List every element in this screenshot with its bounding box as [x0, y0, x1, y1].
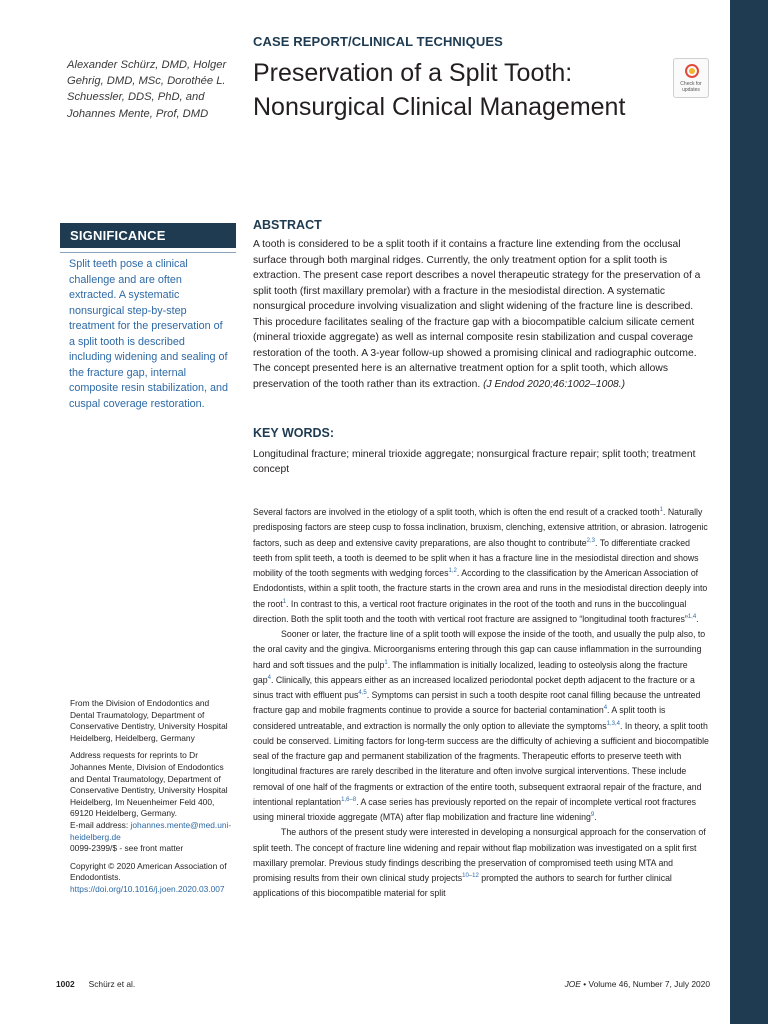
email-label: E-mail address: — [70, 819, 131, 830]
keywords-text: Longitudinal fracture; mineral trioxide aggregate; nonsurgical fracture repair; split tooth; treatment concept — [253, 449, 696, 476]
author-list: Alexander Schürz, DMD, Holger Gehrig, DMD, MSc, Dorothée L. Schuessler, DDS, PhD, and Johannes Mente, Prof, DMD — [67, 59, 227, 120]
body-text: Several factors are involved in the etiology of a split tooth, which is often the end result of a cracked tooth — [253, 507, 660, 517]
body-text: prompted the authors to search for further clinical applications of this biocompatible material for split — [253, 873, 672, 899]
page-number: 1002 — [56, 979, 75, 989]
citation-ref[interactable]: 1,2 — [448, 568, 457, 575]
badge-icon-dot — [689, 68, 695, 74]
body-text: . — [696, 613, 699, 624]
reprint-note — [70, 750, 235, 854]
body-paragraph — [253, 627, 709, 825]
body-text: . A split tooth is considered untreatable, and extraction is normally the only option to alleviate the symptoms — [253, 705, 666, 731]
body-paragraph — [253, 505, 709, 627]
copyright-note — [70, 861, 235, 896]
citation-ref[interactable]: 1,4 — [687, 613, 697, 620]
abstract-heading: ABSTRACT — [253, 218, 322, 232]
article-title: Preservation of a Split Tooth: Nonsurgical Clinical Management — [253, 59, 626, 121]
body-text: . To differentiate cracked teeth from split teeth, a tooth is deemed to be split when it has a fracture line in the mesiodistal direction and shows mobility of the tooth segments with wedging forces — [253, 537, 699, 578]
keywords-heading: KEY WORDS: — [253, 426, 335, 440]
significance-text: Split teeth pose a clinical challenge and are often extracted. A systematic nonsurgical step-by-step treatment for the preservation of a split tooth is described including widening and sealing of the fracture gap, internal composite resin stabilization, and cuspal coverage restoration. — [69, 258, 229, 410]
body-text: . According to the classification by the American Association of Endodontists, within a split tooth, the fracture starts in the crown area and runs in the mesiodistal direction deeply into the root — [253, 568, 708, 609]
article-footnotes — [70, 698, 235, 902]
body-text: . In contrast to this, a vertical root fracture originates in the root of the tooth and runs in the buccolingual direction. Both the split tooth and the tooth with vertical root fracture are assigned to “longitudinal tooth fractures” — [253, 598, 688, 624]
citation-ref[interactable]: 9 — [590, 812, 595, 819]
body-text: . A case series has previously reported on the repair of incomplete vertical root fractures using mineral trioxide aggregate (MTA) after flap mobilization and fracture line widening — [253, 796, 697, 822]
affiliation-note: From the Division of Endodontics and Dental Traumatology, Department of Conservative Dentistry, University Hospital Heidelberg, Heidelberg, Germany — [70, 698, 228, 743]
footer-bullet: • — [580, 979, 589, 989]
check-for-updates-button[interactable] — [673, 58, 709, 98]
citation-ref[interactable]: 1,3,4 — [606, 720, 620, 727]
citation-ref[interactable]: 4 — [267, 674, 271, 681]
body-text: . Clinically, this appears either as an increased localized periodontal pocket depth adjacent to the fracture or a sinus tract with effluent pus — [253, 674, 695, 700]
footer-left — [56, 979, 135, 989]
issn-note: 0099-2399/$ - see front matter — [70, 843, 184, 854]
citation-ref[interactable]: 4 — [603, 705, 608, 712]
citation-ref[interactable]: 1 — [384, 659, 388, 666]
body-text: . Symptoms can persist in such a tooth despite root canal filling because the untreated fracture gap and mobile fragments continue to provide a source for bacterial contamination — [253, 690, 701, 716]
copyright-text: Copyright © 2020 American Association of Endodontists. — [70, 860, 227, 883]
body-text: . The inflammation is initially localized, leading to osteolysis along the fracture gap — [253, 659, 688, 685]
journal-name: JOE — [564, 979, 581, 989]
running-authors: Schürz et al. — [88, 979, 136, 989]
edge-stripe — [730, 0, 768, 1024]
abstract-body: A tooth is considered to be a split tooth if it contains a fracture line extending from the occlusal surface through both marginal ridges. Currently, the only treatment option for a split tooth is extraction. The present case report describes a novel therapeutic strategy for the preservation of a split tooth (first maxillary premolar) with a fracture in the mesiodistal direction. A systematic nonsurgical procedure involving visualization and slight widening of the fracture line is described. This procedure facilitates sealing of the fracture gap with a biocompatible calcium silicate cement (mineral trioxide aggregate) as well as internal composite resin stabilization and cuspal coverage restoration of the tooth. A 3-year follow-up showed a promising clinical and radiographic outcome. The concept presented here is an alternative treatment option for a split tooth, which allows preservation of the tooth rather than its extraction. — [253, 239, 701, 390]
badge-label: Check for updates — [680, 81, 702, 93]
significance-divider — [60, 252, 236, 253]
body-paragraph — [253, 825, 709, 901]
abstract-citation: (J Endod 2020;46:1002–1008.) — [483, 378, 626, 390]
citation-ref[interactable]: 2,3 — [586, 537, 596, 544]
body-text: . In theory, a split tooth could be conserved. Limiting factors for long-term success are the difficulty of achieving a sufficient and biocompatible seal of the fracture gap and permanent stabilization of the fragments. Therapeutic efforts to preserve teeth with longitudinal fractures are rarely described in the literature and often involve surgical interventions. These include removal of one half of the fragments or extraction of the entire tooth, subsequent extraoral repair of the fracture, and intentional replantation — [253, 720, 709, 807]
reprint-address: Address requests for reprints to Dr Johannes Mente, Division of Endodontics and Dental Traumatology, Department of Conservative Dentistry, University Hospital Heidelberg, Im Neuenheimer Feld 400, 69120 Heidelberg, Germany. — [70, 750, 228, 819]
citation-ref[interactable]: 4,5 — [358, 690, 367, 697]
doi-link[interactable]: https://doi.org/10.1016/j.joen.2020.03.007 — [70, 883, 225, 894]
body-text: The authors of the present study were interested in developing a nonsurgical approach for the conservation of split teeth. The concept of fracture line widening and repair without flap mobilization was investigated on a split first maxillary premolar. Previous study findings describing the preservation of compromised teeth using MTA and promising results from their own clinical study projects — [253, 827, 706, 883]
citation-ref[interactable]: 1 — [282, 598, 287, 605]
citation-ref[interactable]: 10–12 — [462, 873, 479, 880]
issue-info: Volume 46, Number 7, July 2020 — [588, 979, 710, 989]
email-link[interactable]: johannes.mente@med.uni-heidelberg.de — [70, 819, 232, 842]
citation-ref[interactable]: 1 — [659, 507, 663, 514]
article-body — [253, 505, 709, 902]
article-category: CASE REPORT/CLINICAL TECHNIQUES — [253, 34, 503, 49]
body-text: . — [594, 812, 597, 822]
body-text: Sooner or later, the fracture line of a split tooth will expose the inside of the tooth, and usually the pulp also, to the oral cavity and the gingiva. Microorganisms entering through this gap can cause inflammation in the surrounding hard and soft tissues and the pulp — [253, 629, 706, 670]
body-text: . Naturally predisposing factors are steep cusp to fossa inclination, bruxism, clenching, extensive attrition, or abrasion. Iatrogenic factors, such as deep and extensive cavity preparations, are also thought to contribute — [253, 507, 708, 548]
footer-right — [565, 979, 710, 989]
significance-heading: SIGNIFICANCE — [60, 223, 236, 248]
citation-ref[interactable]: 1,6–8 — [341, 796, 357, 803]
abstract-text — [253, 237, 713, 392]
